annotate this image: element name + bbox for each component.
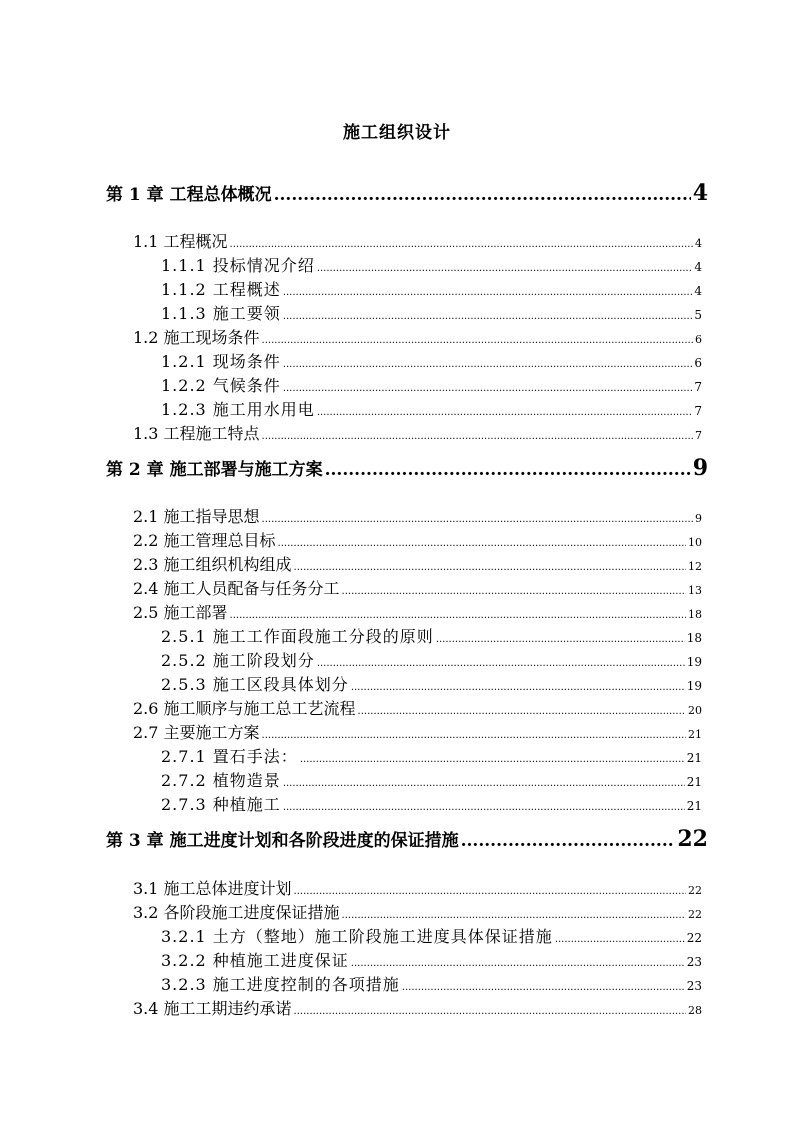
dot-leader — [555, 934, 685, 945]
toc-label: 2.7 主要施工方案 — [133, 723, 260, 742]
toc-page-number: 4 — [694, 284, 702, 298]
toc-page-number: 20 — [688, 704, 702, 717]
toc-chapter-3[interactable] — [106, 826, 708, 852]
toc-section-3-4[interactable] — [133, 996, 702, 1019]
toc-label: 3.2.3 施工进度控制的各项措施 — [161, 975, 400, 994]
toc-label: 2.6 施工顺序与施工总工艺流程 — [133, 699, 356, 718]
toc-subsection-2-7-3[interactable] — [161, 792, 702, 815]
dot-leader — [436, 634, 685, 645]
toc-label: 1.1 工程概况 — [133, 232, 228, 251]
toc-page-number: 4 — [694, 260, 702, 274]
toc-page-number: 7 — [694, 380, 702, 394]
toc-subsection-1-1-1[interactable] — [161, 253, 702, 276]
toc-page-number: 22 — [677, 826, 708, 852]
dot-leader — [230, 239, 693, 250]
toc-subsection-2-5-2[interactable] — [161, 648, 702, 671]
dot-leader — [262, 730, 686, 741]
dot-leader — [262, 431, 693, 442]
toc-label: 2.7.3 种植施工 — [161, 795, 281, 814]
toc-page-number: 19 — [686, 655, 702, 669]
toc-subsection-2-5-1[interactable] — [161, 624, 702, 647]
dot-leader — [283, 778, 685, 789]
toc-label: 1.2.3 施工用水用电 — [161, 400, 315, 419]
dot-leader — [325, 460, 691, 480]
toc-label: 1.3 工程施工特点 — [133, 424, 260, 443]
toc-page-number: 22 — [688, 884, 702, 897]
dot-leader — [317, 263, 693, 274]
toc-page-number: 7 — [694, 404, 702, 418]
toc-section-2-4[interactable] — [133, 576, 702, 599]
toc-page-number: 6 — [694, 356, 702, 370]
toc-subsection-1-2-1[interactable] — [161, 349, 702, 372]
toc-label: 1.2.1 现场条件 — [161, 352, 281, 371]
dot-leader — [283, 802, 685, 813]
toc-chapter-1[interactable] — [106, 180, 708, 206]
toc-section-2-1[interactable] — [133, 504, 702, 527]
toc-page-number: 10 — [688, 536, 702, 549]
toc-section-3-2[interactable] — [133, 900, 702, 923]
toc-page-number: 6 — [695, 333, 702, 346]
toc-subsection-1-1-3[interactable] — [161, 301, 702, 324]
toc-subsection-2-7-2[interactable] — [161, 768, 702, 791]
toc-label: 3.1 施工总体进度计划 — [133, 879, 292, 898]
toc-section-3-1[interactable] — [133, 876, 702, 899]
toc-page-number: 4 — [695, 237, 702, 250]
toc-page-number: 18 — [688, 608, 702, 621]
toc-page-number: 13 — [688, 584, 702, 597]
dot-leader — [461, 831, 676, 851]
toc-page-number: 23 — [686, 979, 702, 993]
dot-leader — [262, 514, 693, 525]
toc-label: 2.3 施工组织机构组成 — [133, 555, 292, 574]
document-title: 施工组织设计 — [343, 123, 451, 143]
dot-leader — [351, 958, 685, 969]
toc-label: 2.4 施工人员配备与任务分工 — [133, 579, 340, 598]
toc-label: 1.1.3 施工要领 — [161, 304, 281, 323]
toc-label: 1.2 施工现场条件 — [133, 328, 260, 347]
toc-page-number: 19 — [686, 679, 702, 693]
toc-section-2-6[interactable] — [133, 696, 702, 719]
toc-label: 第 2 章 施工部署与施工方案 — [106, 460, 323, 480]
toc-subsection-3-2-2[interactable] — [161, 948, 702, 971]
toc-label: 2.5.1 施工工作面段施工分段的原则 — [161, 627, 434, 646]
toc-label: 2.5.2 施工阶段划分 — [161, 651, 315, 670]
dot-leader — [317, 658, 685, 669]
dot-leader — [283, 383, 693, 394]
toc-subsection-3-2-3[interactable] — [161, 972, 702, 995]
dot-leader — [402, 982, 685, 993]
dot-leader — [300, 754, 685, 765]
toc-label: 3.4 施工工期违约承诺 — [133, 999, 292, 1018]
toc-label: 3.2 各阶段施工进度保证措施 — [133, 903, 340, 922]
dot-leader — [294, 562, 686, 573]
dot-leader — [342, 586, 686, 597]
dot-leader — [278, 538, 686, 549]
toc-page-number: 9 — [692, 455, 708, 481]
dot-leader — [283, 311, 693, 322]
dot-leader — [283, 287, 693, 298]
dot-leader — [262, 335, 693, 346]
toc-section-2-7[interactable] — [133, 720, 702, 743]
toc-label: 2.2 施工管理总目标 — [133, 531, 276, 550]
toc-section-1-2[interactable] — [133, 325, 702, 348]
toc-section-1-3[interactable] — [133, 421, 702, 444]
toc-label: 第 3 章 施工进度计划和各阶段进度的保证措施 — [106, 831, 459, 851]
toc-label: 第 1 章 工程总体概况 — [106, 185, 272, 205]
toc-label: 1.2.2 气候条件 — [161, 376, 281, 395]
dot-leader — [294, 886, 686, 897]
dot-leader — [274, 185, 691, 205]
dot-leader — [230, 610, 686, 621]
dot-leader — [351, 682, 685, 693]
toc-page-number: 21 — [686, 799, 702, 813]
toc-label: 2.5.3 施工区段具体划分 — [161, 675, 349, 694]
dot-leader — [342, 910, 686, 921]
toc-subsection-1-2-2[interactable] — [161, 373, 702, 396]
toc-label: 1.1.1 投标情况介绍 — [161, 256, 315, 275]
dot-leader — [317, 407, 693, 418]
toc-page-number: 22 — [688, 908, 702, 921]
dot-leader — [358, 706, 686, 717]
toc-subsection-1-1-2[interactable] — [161, 277, 702, 300]
toc-label: 1.1.2 工程概述 — [161, 280, 281, 299]
toc-page-number: 12 — [688, 560, 702, 573]
toc-page-number: 9 — [695, 512, 702, 525]
toc-subsection-3-2-1[interactable] — [161, 924, 702, 947]
toc-label: 2.5 施工部署 — [133, 603, 228, 622]
toc-page-number: 28 — [688, 1004, 702, 1017]
dot-leader — [294, 1006, 686, 1017]
dot-leader — [283, 359, 693, 370]
toc-page-number: 5 — [694, 308, 702, 322]
toc-label: 2.1 施工指导思想 — [133, 507, 260, 526]
toc-label: 3.2.2 种植施工进度保证 — [161, 951, 349, 970]
toc-section-2-5[interactable] — [133, 600, 702, 623]
toc-page-number: 21 — [688, 728, 702, 741]
toc-page-number: 7 — [695, 429, 702, 442]
toc-section-2-2[interactable] — [133, 528, 702, 551]
toc-label: 2.7.1 置石手法： — [161, 747, 298, 766]
toc-subsection-2-5-3[interactable] — [161, 672, 702, 695]
toc-label: 3.2.1 土方（整地）施工阶段施工进度具体保证措施 — [161, 927, 553, 946]
toc-label: 2.7.2 植物造景 — [161, 771, 281, 790]
toc-section-1-1[interactable] — [133, 229, 702, 252]
toc-chapter-2[interactable] — [106, 455, 708, 481]
toc-page-number: 18 — [686, 631, 702, 645]
toc-page-number: 21 — [686, 751, 702, 765]
toc-page-number: 4 — [692, 180, 708, 206]
toc-subsection-1-2-3[interactable] — [161, 397, 702, 420]
toc-section-2-3[interactable] — [133, 552, 702, 575]
toc-page-number: 23 — [686, 955, 702, 969]
toc-subsection-2-7-1[interactable] — [161, 744, 702, 767]
toc-page-number: 21 — [686, 775, 702, 789]
toc-page-number: 22 — [686, 931, 702, 945]
